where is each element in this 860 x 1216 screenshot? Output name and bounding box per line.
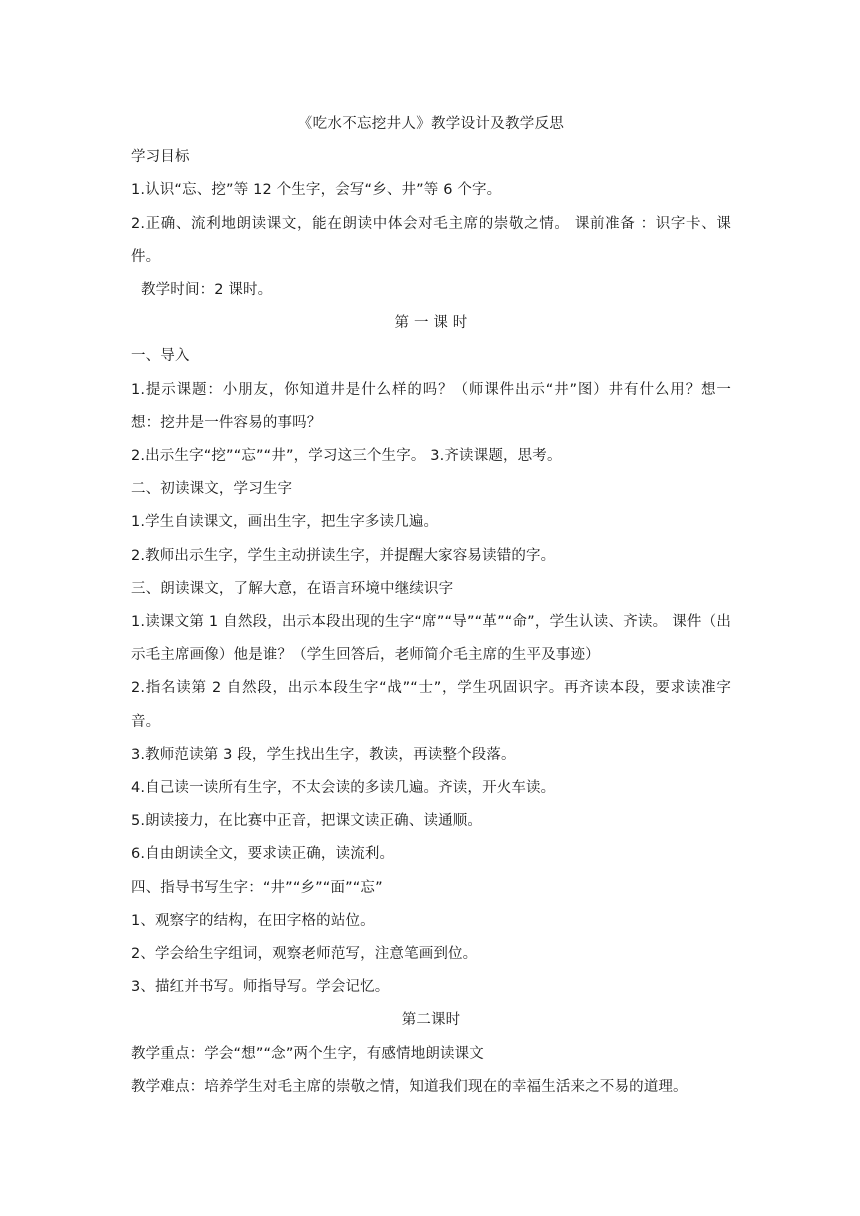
- section-heading-first-reading: 二、初读课文，学习生字: [131, 481, 293, 498]
- section-heading-learning-goals: 学习目标: [131, 149, 190, 166]
- teaching-time: 教学时间：2 课时。: [141, 282, 273, 299]
- writing-step-2: 2、学会给生字组词，观察老师范写，注意笔画到位。: [131, 946, 478, 963]
- lesson-1-heading: 第 一 课 时: [394, 315, 468, 332]
- teaching-difficulty: 教学难点：培养学生对毛主席的崇敬之情，知道我们现在的幸福生活来之不易的道理。: [131, 1078, 688, 1095]
- reading-aloud-step-5: 5.朗读接力，在比赛中正音，把课文读正确、读通顺。: [131, 813, 483, 830]
- reading-aloud-step-3: 3.教师范读第 3 段，学生找出生字，教读，再读整个段落。: [131, 746, 516, 763]
- intro-step-1: 1.提示课题：小朋友，你知道井是什么样的吗？（师课件出示“井”图）井有什么用？想一想：挖井是一件容易的事吗？: [131, 381, 731, 431]
- reading-aloud-step-6: 6.自由朗读全文，要求读正确，读流利。: [131, 846, 395, 863]
- goal-2-and-preparation: 2.正确、流利地朗读课文，能在朗读中体会对毛主席的崇敬之情。 课前准备 ：识字卡、课件。: [131, 215, 731, 265]
- goal-1: 1.认识“忘、挖”等 12 个生字，会写“乡、井”等 6 个字。: [131, 182, 502, 199]
- document-body: [131, 108, 731, 1104]
- teaching-key-point: 教学重点：学会“想”“念”两个生字，有感情地朗读课文: [131, 1045, 484, 1062]
- reading-aloud-step-1: 1.读课文第 1 自然段，出示本段出现的生字“席”“导”“革”“命”，学生认读、齐读。 课件（出示毛主席画像）他是谁？（学生回答后，老师简介毛主席的生平及事迹）: [131, 614, 731, 664]
- writing-step-3: 3、描红并书写。师指导写。学会记忆。: [131, 979, 390, 996]
- document-title: 《吃水不忘挖井人》教学设计及教学反思: [297, 116, 565, 132]
- writing-step-1: 1、观察字的结构，在田字格的站位。: [131, 912, 375, 929]
- first-reading-step-2: 2.教师出示生字，学生主动拼读生字，并提醒大家容易读错的字。: [131, 547, 556, 564]
- lesson-2-heading: 第二课时: [401, 1012, 461, 1029]
- first-reading-step-1: 1.学生自读课文，画出生字，把生字多读几遍。: [131, 514, 439, 531]
- section-heading-reading-aloud: 三、朗读课文，了解大意，在语言环境中继续识字: [131, 580, 454, 597]
- intro-step-2-3: 2.出示生字“挖”“忘”“井”，学习这三个生字。 3.齐读课题，思考。: [131, 448, 562, 465]
- section-heading-introduction: 一、导入: [131, 348, 190, 365]
- section-heading-writing: 四、指导书写生字：“井”“乡”“面”“忘”: [131, 879, 383, 896]
- reading-aloud-step-4: 4.自己读一读所有生字，不太会读的多读几遍。齐读，开火车读。: [131, 780, 556, 797]
- reading-aloud-step-2: 2.指名读第 2 自然段，出示本段生字“战”“士”，学生巩固识字。再齐读本段，要求读准字音。: [131, 680, 731, 730]
